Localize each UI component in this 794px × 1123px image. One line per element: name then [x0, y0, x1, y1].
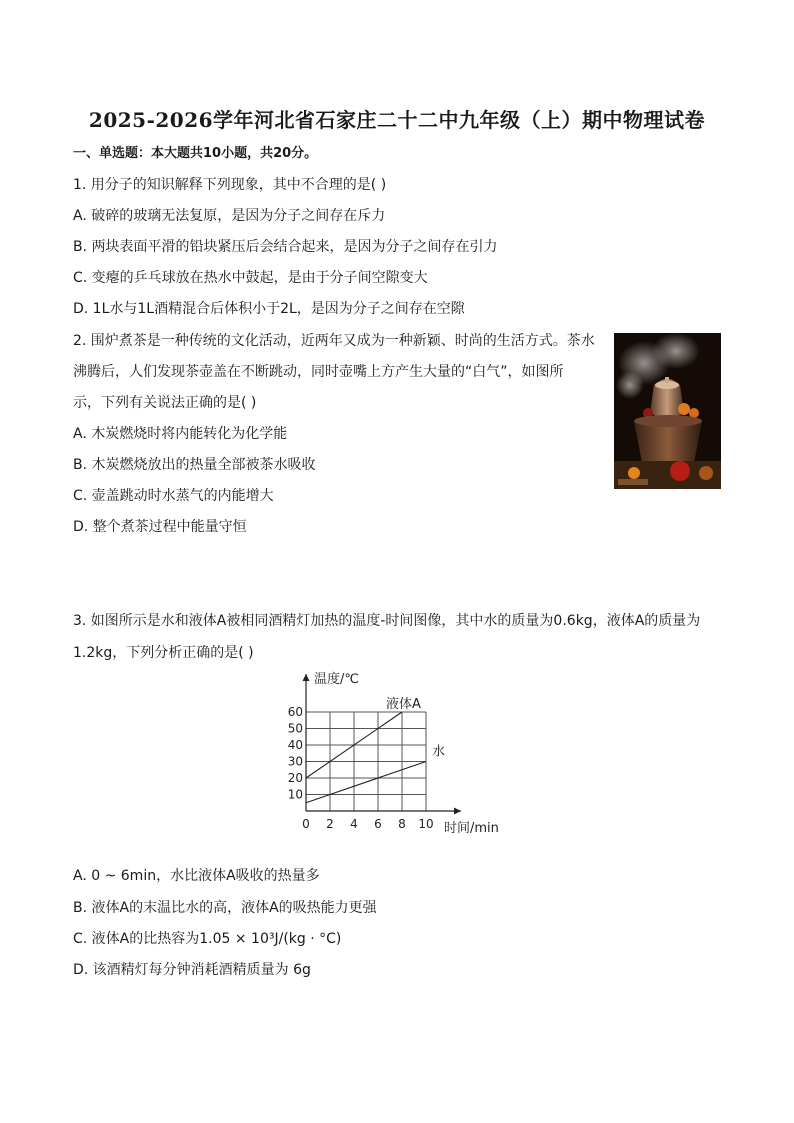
page-title: 2025-2026学年河北省石家庄二十二中九年级（上）期中物理试卷	[88, 108, 706, 132]
q2-option-a: A. 木炭燃烧时将内能转化为化学能	[73, 426, 288, 442]
series-label-water: 水	[432, 744, 446, 760]
tea-stove-photo	[614, 333, 721, 489]
section-heading: 一、单选题：本大题共10小题，共20分。	[73, 146, 318, 161]
y-tick-label: 40	[287, 738, 303, 752]
temperature-time-chart	[284, 668, 524, 843]
q1-stem: 1. 用分子的知识解释下列现象，其中不合理的是( )	[73, 177, 387, 193]
x-tick-label: 4	[350, 817, 358, 831]
x-tick-label: 6	[374, 817, 382, 831]
q2-option-d: D. 整个煮茶过程中能量守恒	[73, 519, 247, 535]
y-tick-label: 50	[287, 721, 303, 736]
series-label-liquid-a: 液体A	[386, 697, 421, 712]
q3-stem-line1: 3. 如图所示是水和液体A被相同酒精灯加热的温度-时间图像，其中水的质量为0.6kg，液体A的质量为	[73, 613, 701, 629]
q3-option-d: D. 该酒精灯每分钟消耗酒精质量为 6g	[73, 962, 311, 978]
x-axis-label: 时间/min	[444, 821, 499, 836]
series-line-water	[306, 762, 426, 803]
y-tick-label: 60	[287, 705, 303, 719]
q1-option-c: C. 变瘪的乒乓球放在热水中鼓起，是由于分子间空隙变大	[73, 270, 428, 286]
y-axis-arrow	[303, 674, 310, 681]
y-axis-label: 温度/℃	[314, 672, 359, 687]
chart-ticks	[288, 705, 434, 831]
y-tick-label: 30	[287, 754, 303, 769]
y-tick-label: 20	[287, 771, 303, 785]
q1-option-b: B. 两块表面平滑的铅块紧压后会结合起来，是因为分子之间存在引力	[73, 239, 498, 255]
q2-stem-line3: 示，下列有关说法正确的是( )	[73, 395, 257, 411]
q3-stem-line2: 1.2kg，下列分析正确的是( )	[73, 645, 254, 661]
q2-option-c: C. 壶盖跳动时水蒸气的内能增大	[73, 488, 274, 504]
q3-option-a: A. 0 ~ 6min，水比液体A吸收的热量多	[73, 868, 320, 884]
q1-option-d: D. 1L水与1L酒精混合后体积小于2L，是因为分子之间存在空隙	[73, 301, 465, 317]
x-axis-arrow	[454, 808, 461, 815]
q2-option-b: B. 木炭燃烧放出的热量全部被茶水吸收	[73, 457, 316, 473]
q3-option-c: C. 液体A的比热容为1.05 × 10³J/(kg · °C)	[73, 931, 342, 947]
x-tick-label: 2	[326, 817, 334, 831]
q3-option-b: B. 液体A的末温比水的高，液体A的吸热能力更强	[73, 900, 377, 916]
q1-option-a: A. 破碎的玻璃无法复原，是因为分子之间存在斥力	[73, 208, 386, 224]
x-tick-label: 10	[418, 817, 434, 831]
q2-stem-line1: 2. 围炉煮茶是一种传统的文化活动，近两年又成为一种新颖、时尚的生活方式。茶水	[73, 333, 595, 349]
x-tick-label: 8	[398, 817, 406, 831]
x-tick-label: 0	[302, 817, 310, 831]
y-tick-label: 10	[287, 787, 303, 802]
q2-stem-line2: 沸腾后，人们发现茶壶盖在不断跳动，同时壶嘴上方产生大量的“白气”，如图所	[73, 364, 564, 380]
